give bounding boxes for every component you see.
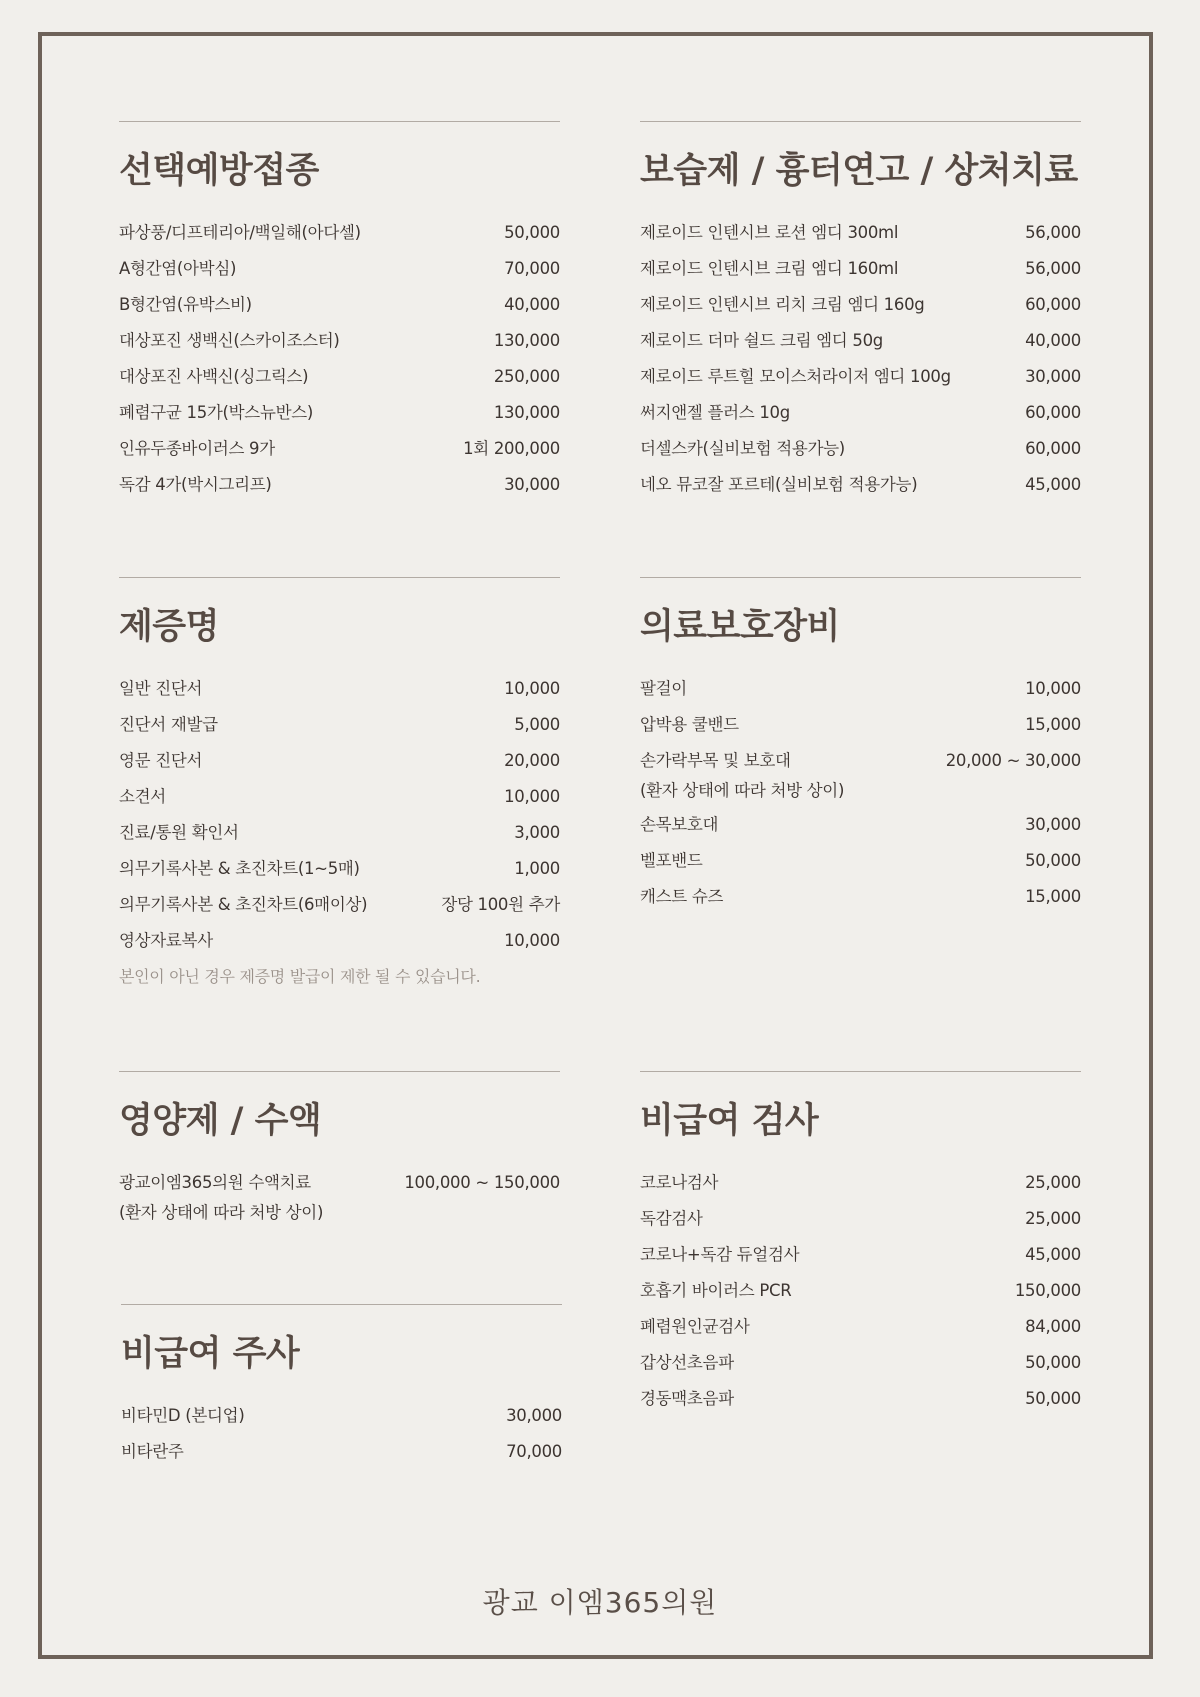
item-name: 인유두종바이러스 9가 — [119, 439, 275, 458]
item-name: 폐렴구균 15가(박스뉴반스) — [119, 403, 314, 422]
section-title: 비급여 주사 — [121, 1334, 300, 1374]
item-name-block — [119, 218, 361, 248]
item-name-block — [640, 398, 790, 428]
price-row — [640, 1240, 1081, 1276]
item-name-block — [119, 290, 252, 320]
price-list — [121, 1401, 562, 1473]
section-title: 보습제 / 흉터연고 / 상처치료 — [640, 151, 1078, 191]
price-row — [119, 290, 560, 326]
item-name-block — [640, 1276, 791, 1306]
price-row — [640, 746, 1081, 810]
item-name-block — [119, 254, 236, 284]
section-title: 선택예방접종 — [119, 151, 319, 191]
price-row — [640, 1168, 1081, 1204]
item-name: 갑상선초음파 — [640, 1353, 734, 1372]
item-name: 호흡기 바이러스 PCR — [640, 1281, 792, 1300]
item-name-block — [640, 674, 687, 704]
item-price: 40,000 — [1025, 331, 1081, 350]
item-name: 일반 진단서 — [119, 679, 203, 698]
item-name-block — [640, 1312, 749, 1342]
price-row — [640, 674, 1081, 710]
item-name: 팔걸이 — [640, 679, 687, 698]
item-price: 84,000 — [1025, 1317, 1081, 1336]
item-name-block — [119, 746, 202, 776]
item-name-block — [640, 1384, 734, 1414]
price-list — [119, 218, 560, 506]
item-name-block — [121, 1401, 244, 1431]
item-name-block — [640, 326, 883, 356]
item-price: 50,000 — [504, 223, 560, 242]
item-price: 30,000 — [504, 475, 560, 494]
section-note: 본인이 아닌 경우 제증명 발급이 제한 될 수 있습니다. — [119, 967, 481, 986]
price-row — [640, 810, 1081, 846]
section-moisturizer — [640, 121, 1081, 494]
item-name-block — [119, 782, 166, 812]
item-name-block — [640, 470, 917, 500]
item-price: 3,000 — [514, 823, 560, 842]
price-row — [640, 1204, 1081, 1240]
price-row — [640, 1312, 1081, 1348]
section-noncovered-tests — [640, 1071, 1081, 1408]
item-name: 제로이드 인텐시브 로션 엠디 300ml — [640, 223, 899, 242]
item-price: 70,000 — [506, 1442, 562, 1461]
item-name-block — [640, 362, 951, 392]
section-medical-equipment — [640, 577, 1081, 906]
item-name: 광교이엠365의원 수액치료 — [119, 1173, 311, 1192]
item-name: 의무기록사본 & 초진차트(6매이상) — [119, 895, 368, 914]
item-name: 제로이드 인텐시브 크림 엠디 160ml — [640, 259, 899, 278]
item-price: 56,000 — [1025, 223, 1081, 242]
item-name: 코로나+독감 듀얼검사 — [640, 1245, 800, 1264]
price-row — [119, 782, 560, 818]
item-price: 15,000 — [1025, 887, 1081, 906]
item-name: 더셀스카(실비보험 적용가능) — [640, 439, 845, 458]
price-row — [640, 846, 1081, 882]
item-name-block — [119, 818, 239, 848]
item-name-block — [119, 710, 218, 740]
item-name-block — [640, 882, 723, 912]
price-row — [121, 1437, 562, 1473]
price-list — [119, 674, 560, 992]
item-price: 130,000 — [493, 331, 560, 350]
price-row — [119, 926, 560, 962]
item-name: 손가락부목 및 보호대 — [640, 751, 791, 770]
price-row — [119, 254, 560, 290]
item-name: 독감검사 — [640, 1209, 703, 1228]
price-row — [640, 470, 1081, 506]
item-name: 진단서 재발급 — [119, 715, 218, 734]
item-price: 50,000 — [1025, 1353, 1081, 1372]
item-price: 40,000 — [504, 295, 560, 314]
item-name: 영상자료복사 — [119, 931, 213, 950]
item-price: 60,000 — [1025, 295, 1081, 314]
item-name-block — [640, 254, 898, 284]
section-divider — [119, 577, 560, 578]
item-name: 손목보호대 — [640, 815, 719, 834]
price-row — [119, 1168, 560, 1232]
section-title: 영양제 / 수액 — [119, 1101, 322, 1141]
item-name: 제로이드 더마 쉴드 크림 엠디 50g — [640, 331, 883, 350]
item-name: 압박용 쿨밴드 — [640, 715, 739, 734]
item-name-block — [119, 1168, 323, 1228]
price-row — [121, 1401, 562, 1437]
item-price: 100,000 ~ 150,000 — [404, 1173, 560, 1192]
item-price: 25,000 — [1025, 1209, 1081, 1228]
item-name-block — [640, 434, 845, 464]
price-row — [640, 290, 1081, 326]
item-name: 경동맥초음파 — [640, 1389, 734, 1408]
section-divider — [640, 121, 1081, 122]
price-row — [119, 818, 560, 854]
item-name: 써지앤젤 플러스 10g — [640, 403, 790, 422]
price-row — [119, 362, 560, 398]
item-name-block — [640, 846, 703, 876]
section-vaccination — [119, 121, 560, 494]
item-price: 70,000 — [504, 259, 560, 278]
item-price: 50,000 — [1025, 851, 1081, 870]
price-row — [640, 710, 1081, 746]
section-certificates — [119, 577, 560, 986]
item-price: 150,000 — [1014, 1281, 1081, 1300]
price-row — [640, 326, 1081, 362]
item-price: 30,000 — [1025, 367, 1081, 386]
item-name-block — [119, 470, 272, 500]
item-name: 네오 뮤코잘 포르테(실비보험 적용가능) — [640, 475, 918, 494]
item-name-block — [119, 398, 313, 428]
item-name: 캐스트 슈즈 — [640, 887, 724, 906]
price-list — [119, 1168, 560, 1232]
item-name: 폐렴원인균검사 — [640, 1317, 750, 1336]
section-title: 제증명 — [119, 607, 219, 647]
price-list — [640, 218, 1081, 506]
clinic-name-footer: 광교 이엠365의원 — [482, 1586, 718, 1619]
item-price: 30,000 — [1025, 815, 1081, 834]
price-row — [640, 1384, 1081, 1420]
section-nutrition-iv — [119, 1071, 560, 1222]
item-name-block — [119, 362, 308, 392]
item-name-block — [119, 854, 360, 884]
item-name-block — [640, 710, 739, 740]
item-name-block — [640, 1168, 718, 1198]
item-price: 130,000 — [493, 403, 560, 422]
item-price: 250,000 — [493, 367, 560, 386]
item-name: B형간염(유박스비) — [119, 295, 252, 314]
item-price: 15,000 — [1025, 715, 1081, 734]
item-name-block — [640, 1240, 799, 1270]
item-name-block — [121, 1437, 184, 1467]
item-name: 벨포밴드 — [640, 851, 703, 870]
item-name-block — [119, 674, 202, 704]
item-name: 비타란주 — [121, 1442, 184, 1461]
price-row — [640, 1348, 1081, 1384]
section-divider — [119, 1071, 560, 1072]
item-name: 대상포진 생백신(스카이조스터) — [119, 331, 340, 350]
item-name-block — [640, 1204, 703, 1234]
item-name: 제로이드 루트힐 모이스처라이저 엠디 100g — [640, 367, 951, 386]
section-title: 의료보호장비 — [640, 607, 840, 647]
item-name: 소견서 — [119, 787, 166, 806]
price-row — [640, 398, 1081, 434]
item-price: 60,000 — [1025, 439, 1081, 458]
price-row — [119, 710, 560, 746]
item-price: 10,000 — [504, 787, 560, 806]
item-name-block — [640, 810, 718, 840]
item-name-block — [119, 434, 275, 464]
item-name: 영문 진단서 — [119, 751, 203, 770]
item-price: 20,000 ~ 30,000 — [945, 751, 1081, 770]
item-price: 20,000 — [504, 751, 560, 770]
item-name: 코로나검사 — [640, 1173, 719, 1192]
item-name: 대상포진 사백신(싱그릭스) — [119, 367, 309, 386]
price-row — [640, 434, 1081, 470]
price-row — [119, 470, 560, 506]
price-row — [640, 362, 1081, 398]
item-name-block — [119, 890, 367, 920]
item-name: 독감 4가(박시그리프) — [119, 475, 272, 494]
section-divider — [121, 1304, 562, 1305]
item-name: 제로이드 인텐시브 리치 크림 엠디 160g — [640, 295, 925, 314]
price-row — [119, 890, 560, 926]
item-price: 1,000 — [514, 859, 560, 878]
item-name: 파상풍/디프테리아/백일해(아다셀) — [119, 223, 361, 242]
item-price: 25,000 — [1025, 1173, 1081, 1192]
price-row — [119, 854, 560, 890]
item-name-block — [640, 1348, 734, 1378]
item-name: 비타민D (본디업) — [121, 1406, 245, 1425]
item-price: 10,000 — [1025, 679, 1081, 698]
section-divider — [640, 1071, 1081, 1072]
item-name: A형간염(아박심) — [119, 259, 237, 278]
item-price: 장당 100원 추가 — [441, 895, 560, 914]
item-name: 의무기록사본 & 초진차트(1~5매) — [119, 859, 360, 878]
section-noncovered-injections — [121, 1304, 562, 1461]
price-row — [640, 1276, 1081, 1312]
item-price: 1회 200,000 — [463, 439, 560, 458]
section-divider — [640, 577, 1081, 578]
item-subnote: (환자 상태에 따라 처방 상이) — [640, 781, 845, 800]
price-list — [640, 1168, 1081, 1420]
item-name-block — [640, 746, 844, 806]
section-title: 비급여 검사 — [640, 1101, 819, 1141]
item-name: 진료/통원 확인서 — [119, 823, 239, 842]
price-row — [119, 326, 560, 362]
price-list — [640, 674, 1081, 918]
item-name-block — [119, 326, 340, 356]
item-name-block — [640, 290, 924, 320]
item-price: 45,000 — [1025, 1245, 1081, 1264]
price-row — [119, 218, 560, 254]
price-row — [640, 254, 1081, 290]
item-price: 50,000 — [1025, 1389, 1081, 1408]
price-row — [640, 882, 1081, 918]
item-name-block — [640, 218, 898, 248]
item-price: 45,000 — [1025, 475, 1081, 494]
price-row — [119, 434, 560, 470]
section-divider — [119, 121, 560, 122]
item-price: 10,000 — [504, 931, 560, 950]
item-price: 60,000 — [1025, 403, 1081, 422]
item-name-block — [119, 926, 213, 956]
item-subnote: (환자 상태에 따라 처방 상이) — [119, 1203, 324, 1222]
price-row — [119, 746, 560, 782]
item-price: 10,000 — [504, 679, 560, 698]
price-row — [119, 674, 560, 710]
item-price: 56,000 — [1025, 259, 1081, 278]
item-price: 5,000 — [514, 715, 560, 734]
price-row — [119, 398, 560, 434]
price-row — [640, 218, 1081, 254]
item-price: 30,000 — [506, 1406, 562, 1425]
